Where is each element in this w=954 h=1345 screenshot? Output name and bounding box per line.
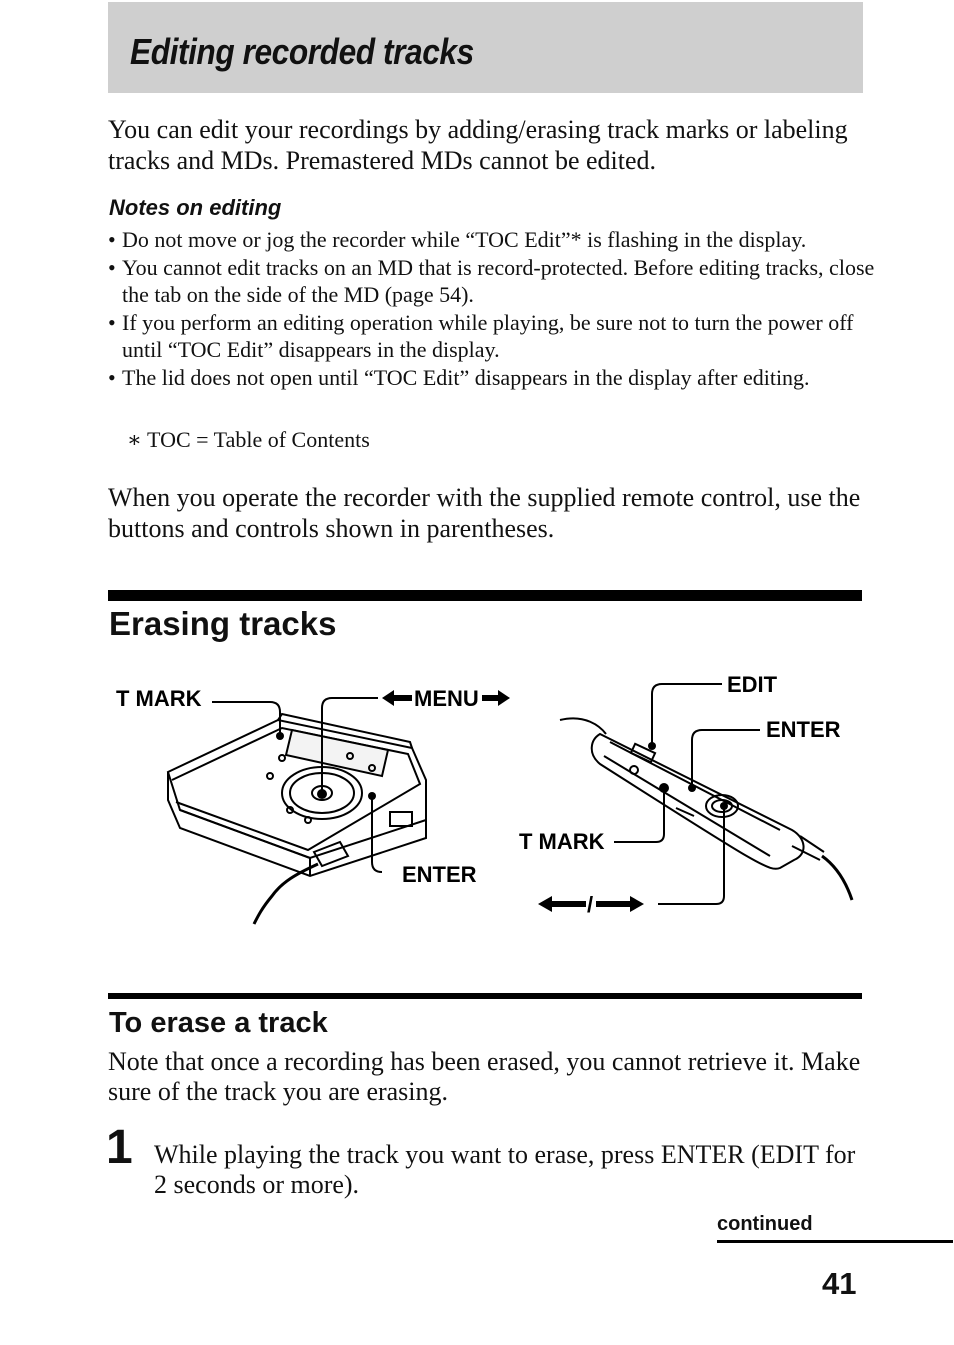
left-arrow-icon bbox=[382, 690, 412, 706]
menu-label-group bbox=[382, 686, 510, 711]
subsection-title: To erase a track bbox=[109, 1007, 328, 1039]
left-arrow-icon bbox=[538, 896, 586, 912]
note-item: • You cannot edit tracks on an MD that is record-protected. Before editing tracks, close the tab on the side of the MD (page 54). bbox=[108, 254, 878, 309]
controls-illustration bbox=[0, 660, 954, 950]
label-t-mark-recorder: T MARK bbox=[116, 686, 202, 711]
label-t-mark-remote: T MARK bbox=[519, 829, 605, 854]
section-title: Erasing tracks bbox=[109, 605, 337, 642]
notes-title: Notes on editing bbox=[109, 195, 282, 220]
label-enter-recorder: ENTER bbox=[402, 862, 477, 887]
remote-drawing bbox=[560, 718, 852, 900]
continued-rule bbox=[717, 1240, 953, 1243]
note-item: • If you perform an editing operation while playing, be sure not to turn the power off until “TOC Edit” disappears in the display. bbox=[108, 309, 878, 364]
step-text: While playing the track you want to erase, press ENTER (EDIT for 2 seconds or more). bbox=[154, 1140, 856, 1199]
jog-direction-label bbox=[538, 892, 644, 917]
right-arrow-icon bbox=[482, 690, 510, 706]
intro-paragraph: You can edit your recordings by adding/erasing track marks or labeling tracks and MDs. Premastered MDs cannot be edited. bbox=[108, 115, 848, 175]
right-arrow-icon bbox=[596, 896, 644, 912]
label-enter-remote: ENTER bbox=[766, 717, 841, 742]
label-edit-remote: EDIT bbox=[727, 672, 778, 697]
section-rule bbox=[108, 590, 862, 601]
remote-note-paragraph: When you operate the recorder with the supplied remote control, use the buttons and controls shown in parentheses. bbox=[108, 483, 861, 543]
subsection-rule bbox=[108, 993, 862, 999]
note-item: • Do not move or jog the recorder while “TOC Edit”* is flashing in the display. bbox=[108, 226, 878, 254]
jog-separator: / bbox=[587, 892, 594, 917]
continued-label: continued bbox=[717, 1213, 813, 1235]
page-title: Editing recorded tracks bbox=[130, 31, 474, 72]
note-item: • The lid does not open until “TOC Edit” disappears in the display after editing. bbox=[108, 364, 878, 392]
step-number: 1 bbox=[106, 1121, 133, 1174]
subsection-intro: Note that once a recording has been erased, you cannot retrieve it. Make sure of the track you are erasing. bbox=[108, 1047, 861, 1106]
page-number: 41 bbox=[822, 1266, 857, 1301]
notes-list bbox=[108, 226, 878, 391]
header-bar bbox=[108, 2, 863, 93]
label-menu: MENU bbox=[414, 686, 479, 711]
recorder-drawing bbox=[168, 714, 426, 924]
toc-footnote: ∗ TOC = Table of Contents bbox=[127, 427, 370, 452]
